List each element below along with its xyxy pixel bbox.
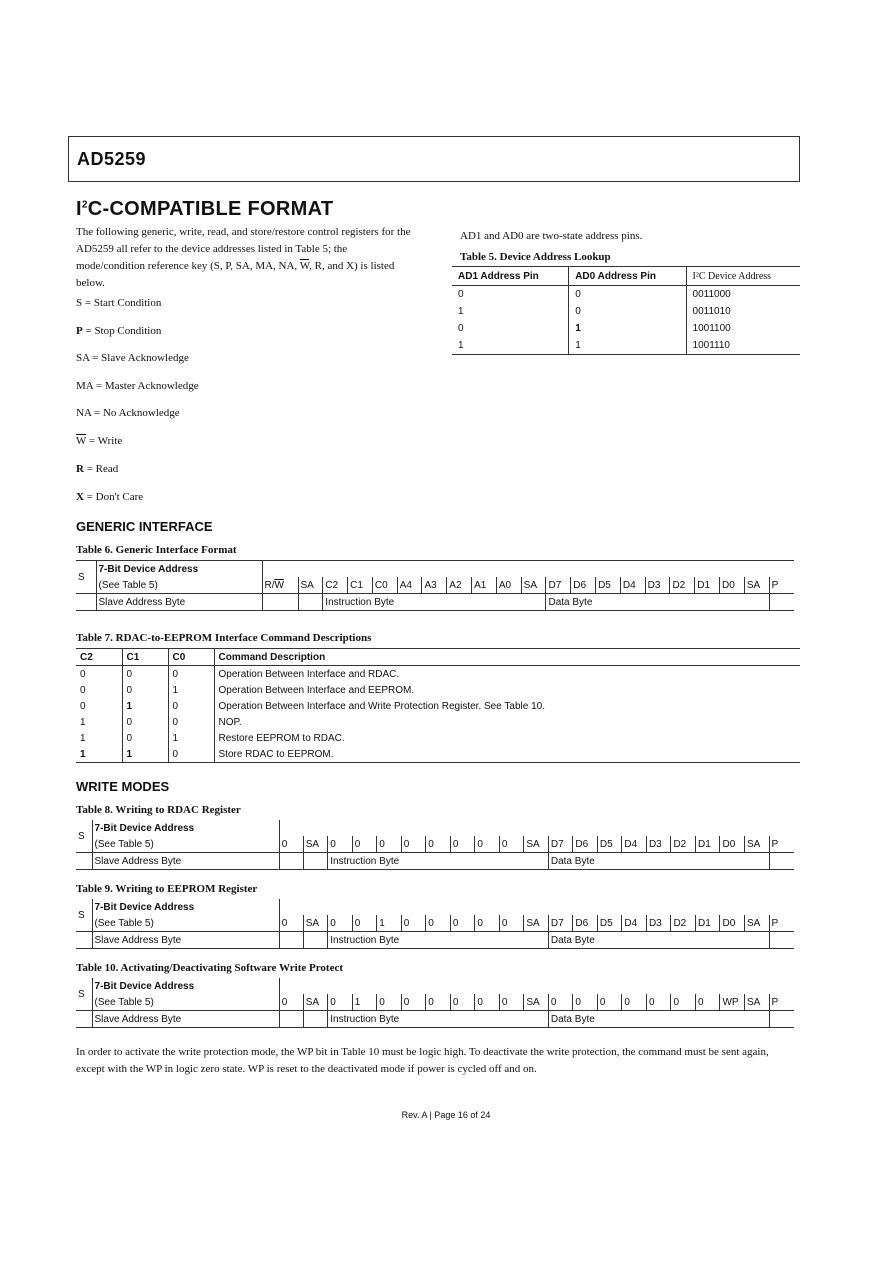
bit-cell: D1 (695, 577, 720, 594)
addr-sub: (See Table 5) (92, 994, 279, 1011)
bit-cell: 0 (401, 915, 426, 932)
rw-cell: 0 (279, 994, 303, 1011)
bit-cell: P (769, 915, 794, 932)
bit-cell: 0 (548, 994, 573, 1011)
bit-cell: 0 (450, 915, 475, 932)
intro-text-1: The following generic, write, read, and store/restore control registers for the AD5259 all refer to the device addresses listed in Table 5; the mode/condition reference key (S, P, SA, MA, NA, (76, 226, 411, 272)
bit-cell: 0 (328, 994, 353, 1011)
header-box (68, 136, 800, 182)
bit-cell: 0 (377, 836, 402, 853)
bit-cell: 0 (450, 836, 475, 853)
bit-cell: D0 (720, 577, 745, 594)
table-row: 0 0 1 Operation Between Interface and EEPROM. (76, 682, 800, 698)
bit-cell: SA (521, 577, 546, 594)
table9-caption: Table 9. Writing to EEPROM Register (76, 883, 258, 895)
table-row: 1 0 0011010 (452, 303, 800, 320)
table10-caption: Table 10. Activating/Deactivating Software Write Protect (76, 962, 344, 974)
bit-row (76, 577, 794, 594)
write-protect-note: In order to activate the write protection mode, the WP bit in Table 10 must be logic high. To deactivate the write protection, the command must be sent again, except with the WP in logic zero state. WP is reset to the deactivated mode if power is cycled off and on. (76, 1046, 769, 1075)
slave-byte-label: Slave Address Byte (92, 853, 279, 870)
table-row: 1 1 1001110 (452, 337, 800, 355)
bit-cell: 1 (352, 994, 377, 1011)
data-byte-label: Data Byte (548, 1011, 769, 1028)
bit-cell: C1 (348, 577, 373, 594)
bit-cell: A2 (447, 577, 472, 594)
bit-cell: D0 (720, 915, 745, 932)
key-item-x: X = Don't Care (76, 491, 144, 503)
write-modes-heading: WRITE MODES (76, 779, 170, 794)
bit-cell: 0 (499, 915, 524, 932)
bit-cell: 0 (475, 836, 500, 853)
bit-cell: P (769, 994, 794, 1011)
instruction-byte-label: Instruction Byte (328, 1011, 549, 1028)
bit-cell: 0 (671, 994, 696, 1011)
bit-cell: D5 (597, 915, 622, 932)
title-prefix: I (76, 198, 82, 220)
start-cell: S (76, 561, 96, 594)
bit-cell: 0 (622, 994, 647, 1011)
table-row: 0 0 0 Operation Between Interface and RDAC. (76, 666, 800, 683)
intro-paragraph (76, 224, 416, 292)
table-row: 0 0 0011000 (452, 286, 800, 304)
bit-cell: D7 (546, 577, 571, 594)
bit-cell: 0 (426, 836, 451, 853)
bit-row (76, 994, 794, 1011)
rw-cell: 0 (279, 915, 303, 932)
slave-byte-label: Slave Address Byte (92, 1011, 279, 1028)
key-item-ma: MA = Master Acknowledge (76, 380, 199, 392)
slave-byte-label: Slave Address Byte (96, 594, 262, 611)
bit-cell: 0 (499, 836, 524, 853)
table-row: 0 1 1001100 (452, 320, 800, 337)
addr-sub: (See Table 5) (92, 836, 279, 853)
bit-cell: D1 (695, 836, 720, 853)
bit-cell: D5 (596, 577, 621, 594)
instruction-byte-label: Instruction Byte (328, 853, 549, 870)
bit-cell: D4 (622, 915, 647, 932)
bit-cell: D2 (671, 836, 696, 853)
start-cell: S (78, 830, 85, 842)
bit-cell: SA (303, 915, 328, 932)
col-header-ad1: AD1 Address Pin (452, 267, 569, 286)
bit-cell: 0 (475, 994, 500, 1011)
bit-cell: 0 (328, 915, 353, 932)
bit-cell: SA (524, 836, 549, 853)
bit-cell: 0 (426, 994, 451, 1011)
bit-cell: P (769, 577, 794, 594)
bit-cell: SA (745, 915, 770, 932)
command-description-table: C2 C1 C0 Command Description 0 0 0 Operation Between Interface and RDAC. 0 0 1 Operation Between Interface and EEPROM. 0 1 0 Operation Between Interface and Write Protection Register. See Table 10. 1 0 0 NOP. 1 0 1 Restore EEPROM to RDAC. 1 1 0 Store RDAC to EEPROM. (76, 648, 800, 763)
addr-title: 7-Bit Device Address (96, 561, 262, 578)
t10-frame-table (76, 978, 794, 1028)
addr-sub: (See Table 5) (92, 915, 279, 932)
bit-cell: SA (303, 836, 328, 853)
bit-cell: D0 (720, 836, 745, 853)
bit-cell: 0 (646, 994, 671, 1011)
title-rest: C-COMPATIBLE FORMAT (87, 198, 334, 220)
addr-sub: (See Table 5) (96, 577, 262, 594)
start-cell: S (78, 909, 85, 921)
bit-cell: D6 (571, 577, 596, 594)
bit-cell: D2 (671, 915, 696, 932)
bit-cell: D4 (620, 577, 645, 594)
bit-cell: SA (745, 994, 770, 1011)
bit-cell: D3 (646, 915, 671, 932)
bit-cell: 0 (695, 994, 720, 1011)
t9-frame-table (76, 899, 794, 949)
generic-interface-heading: GENERIC INTERFACE (76, 519, 213, 534)
instruction-byte-label: Instruction Byte (328, 932, 549, 949)
bit-cell: 0 (597, 994, 622, 1011)
instruction-byte-label: Instruction Byte (323, 594, 546, 611)
key-item-r: R = Read (76, 463, 119, 475)
data-byte-label: Data Byte (548, 932, 769, 949)
table-header-row (452, 267, 800, 286)
bit-cell: A4 (397, 577, 422, 594)
addr-title: 7-Bit Device Address (92, 899, 279, 915)
bit-cell: D7 (548, 915, 573, 932)
data-byte-label: Data Byte (548, 853, 769, 870)
bit-row (76, 915, 794, 932)
bit-cell: D3 (646, 836, 671, 853)
bit-cell: 0 (426, 915, 451, 932)
bit-cell: D4 (622, 836, 647, 853)
bit-cell: 0 (401, 994, 426, 1011)
key-item-na: NA = No Acknowledge (76, 407, 180, 419)
part-number: AD5259 (77, 149, 147, 169)
bit-cell: SA (745, 836, 770, 853)
bit-cell: C0 (372, 577, 397, 594)
table7-caption: Table 7. RDAC-to-EEPROM Interface Command Descriptions (76, 632, 372, 644)
start-cell: S (78, 988, 85, 1000)
col-header-i2c: I²C Device Address (686, 267, 800, 286)
bit-cell: 1 (377, 915, 402, 932)
intro-w-overline: $\overline{W}$ (299, 260, 310, 272)
bit-cell: A0 (496, 577, 521, 594)
table-row: 1 0 1 Restore EEPROM to RDAC. (76, 730, 800, 746)
page-footer: Rev. A | Page 16 of 24 (401, 1110, 491, 1120)
key-item-w: $\overline{W}$ = Write (76, 435, 123, 447)
key-item-s: S = Start Condition (76, 297, 162, 309)
table-row: 1 0 0 NOP. (76, 714, 800, 730)
bit-cell: 0 (401, 836, 426, 853)
rw-cell: 0 (279, 836, 303, 853)
data-byte-label: Data Byte (546, 594, 769, 611)
addr-title: 7-Bit Device Address (92, 820, 279, 836)
bit-cell: D2 (670, 577, 695, 594)
section-title (76, 198, 333, 221)
bit-cell: SA (303, 994, 328, 1011)
bit-cell: P (769, 836, 794, 853)
bit-cell: 0 (450, 994, 475, 1011)
t8-frame-table (76, 820, 794, 870)
table6-caption: Table 6. Generic Interface Format (76, 544, 237, 556)
addr-title: 7-Bit Device Address (92, 978, 279, 994)
bit-cell: 0 (352, 836, 377, 853)
bit-row (76, 836, 794, 853)
bit-cell: D1 (695, 915, 720, 932)
bit-cell: SA (298, 577, 323, 594)
key-item-sa: SA = Slave Acknowledge (76, 352, 189, 364)
bit-cell: D5 (597, 836, 622, 853)
bit-cell: SA (524, 915, 549, 932)
bit-cell: D7 (548, 836, 573, 853)
bit-cell: C2 (323, 577, 348, 594)
bit-cell: 0 (573, 994, 598, 1011)
table-row: 0 1 0 Operation Between Interface and Write Protection Register. See Table 10. (76, 698, 800, 714)
col-header-ad0: AD0 Address Pin (569, 267, 686, 286)
title-sup: 2 (81, 199, 88, 211)
bit-cell: WP (720, 994, 745, 1011)
bit-cell: A1 (472, 577, 497, 594)
bit-cell: SA (744, 577, 769, 594)
key-item-p: P = Stop Condition (76, 325, 162, 337)
bit-cell: A3 (422, 577, 447, 594)
bit-cell: 0 (377, 994, 402, 1011)
device-address-table (452, 266, 800, 355)
rw-cell: $R/\overline{W}$ (262, 577, 298, 594)
intro-text-2: , R, and X) is listed below. (76, 260, 395, 289)
bit-cell: 0 (499, 994, 524, 1011)
bit-cell: D6 (573, 915, 598, 932)
bit-cell: D6 (573, 836, 598, 853)
table-row: 1 1 0 Store RDAC to EEPROM. (76, 746, 800, 763)
table8-caption: Table 8. Writing to RDAC Register (76, 804, 241, 816)
bit-cell: 0 (475, 915, 500, 932)
bit-cell: D3 (645, 577, 670, 594)
address-pins-note: AD1 and AD0 are two-state address pins. (460, 230, 643, 242)
table5-caption: Table 5. Device Address Lookup (460, 251, 611, 263)
bit-cell: 0 (352, 915, 377, 932)
generic-interface-table (76, 560, 794, 611)
slave-byte-label: Slave Address Byte (92, 932, 279, 949)
bit-cell: 0 (328, 836, 353, 853)
bit-cell: SA (524, 994, 549, 1011)
